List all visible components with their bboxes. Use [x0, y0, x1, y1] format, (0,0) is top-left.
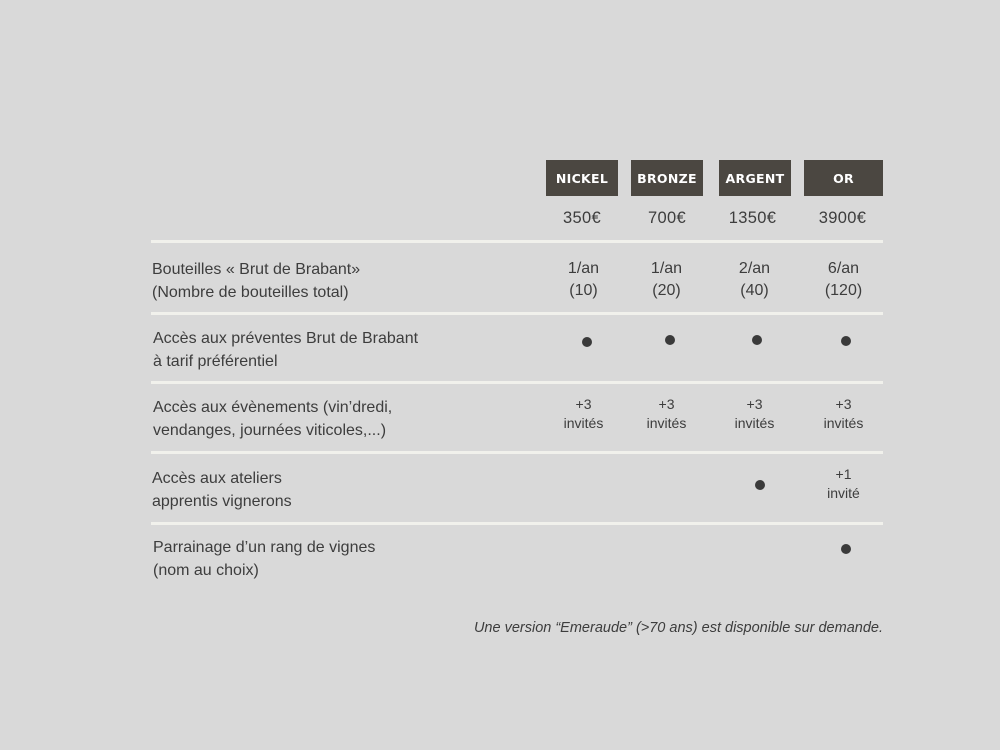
- cell-evenements-argent: [717, 395, 792, 433]
- footnote: Une version “Emeraude” (>70 ans) est disponible sur demande.: [473, 620, 883, 636]
- row-label-line: apprentis vignerons: [152, 493, 292, 510]
- row-label-line: (nom au choix): [153, 562, 259, 579]
- cell-line: (40): [740, 282, 769, 299]
- included-bullet-icon: [752, 335, 762, 345]
- row-label-line: vendanges, journées viticoles,...): [153, 422, 387, 439]
- tier-price-or: 3900€: [818, 209, 867, 227]
- cell-line: 1/an: [567, 260, 600, 277]
- row-divider: [151, 312, 883, 315]
- row-label-evenements: [153, 396, 533, 442]
- cell-line: +3: [835, 396, 852, 412]
- cell-line: invités: [563, 415, 604, 431]
- included-bullet-icon: [665, 335, 675, 345]
- included-bullet-icon: [841, 336, 851, 346]
- cell-line: invités: [823, 415, 864, 431]
- row-divider: [151, 451, 883, 454]
- cell-line: +3: [746, 396, 763, 412]
- row-label-bouteilles: [152, 258, 532, 304]
- tier-badge-nickel: [546, 160, 618, 196]
- row-label-line: à tarif préférentiel: [153, 353, 278, 370]
- cell-line: invité: [827, 485, 860, 501]
- cell-bouteilles-bronze: [629, 258, 704, 302]
- cell-line: (20): [652, 282, 681, 299]
- cell-line: (10): [569, 282, 598, 299]
- tier-price-bronze: 700€: [648, 209, 686, 227]
- cell-bouteilles-or: [804, 258, 883, 302]
- cell-evenements-nickel: [546, 395, 621, 433]
- cell-bouteilles-nickel: [546, 258, 621, 302]
- cell-line: invités: [646, 415, 687, 431]
- row-divider: [151, 240, 883, 243]
- row-label-line: Accès aux préventes Brut de Brabant: [153, 330, 419, 347]
- cell-line: 6/an: [827, 260, 860, 277]
- tier-name: OR: [833, 170, 854, 186]
- cell-line: invités: [734, 415, 775, 431]
- row-label-line: (Nombre de bouteilles total): [152, 284, 349, 301]
- cell-line: +3: [575, 396, 592, 412]
- tier-badge-bronze: [631, 160, 703, 196]
- tier-price-argent: 1350€: [728, 209, 777, 227]
- row-label-line: Bouteilles « Brut de Brabant»: [152, 261, 361, 278]
- row-divider: [151, 381, 883, 384]
- cell-line: 2/an: [738, 260, 771, 277]
- tier-badge-argent: [719, 160, 791, 196]
- tier-name: BRONZE: [637, 170, 697, 186]
- cell-evenements-bronze: [629, 395, 704, 433]
- tier-badge-or: [804, 160, 883, 196]
- included-bullet-icon: [841, 544, 851, 554]
- cell-ateliers-or: [804, 465, 883, 503]
- cell-line: (120): [824, 282, 863, 299]
- row-divider: [151, 522, 883, 525]
- tier-name: NICKEL: [555, 170, 609, 186]
- row-label-parrainage: [153, 536, 533, 582]
- row-label-line: Parrainage d’un rang de vignes: [153, 539, 376, 556]
- row-label-preventes: [153, 327, 533, 373]
- cell-line: +1: [835, 466, 852, 482]
- row-label-line: Accès aux ateliers: [152, 470, 282, 487]
- cell-bouteilles-argent: [717, 258, 792, 302]
- included-bullet-icon: [755, 480, 765, 490]
- included-bullet-icon: [582, 337, 592, 347]
- cell-line: +3: [658, 396, 675, 412]
- tier-name: ARGENT: [725, 170, 785, 186]
- row-label-line: Accès aux évènements (vin’dredi,: [153, 399, 393, 416]
- cell-evenements-or: [804, 395, 883, 433]
- cell-line: 1/an: [650, 260, 683, 277]
- tier-price-nickel: 350€: [563, 209, 601, 227]
- row-label-ateliers: [152, 467, 532, 513]
